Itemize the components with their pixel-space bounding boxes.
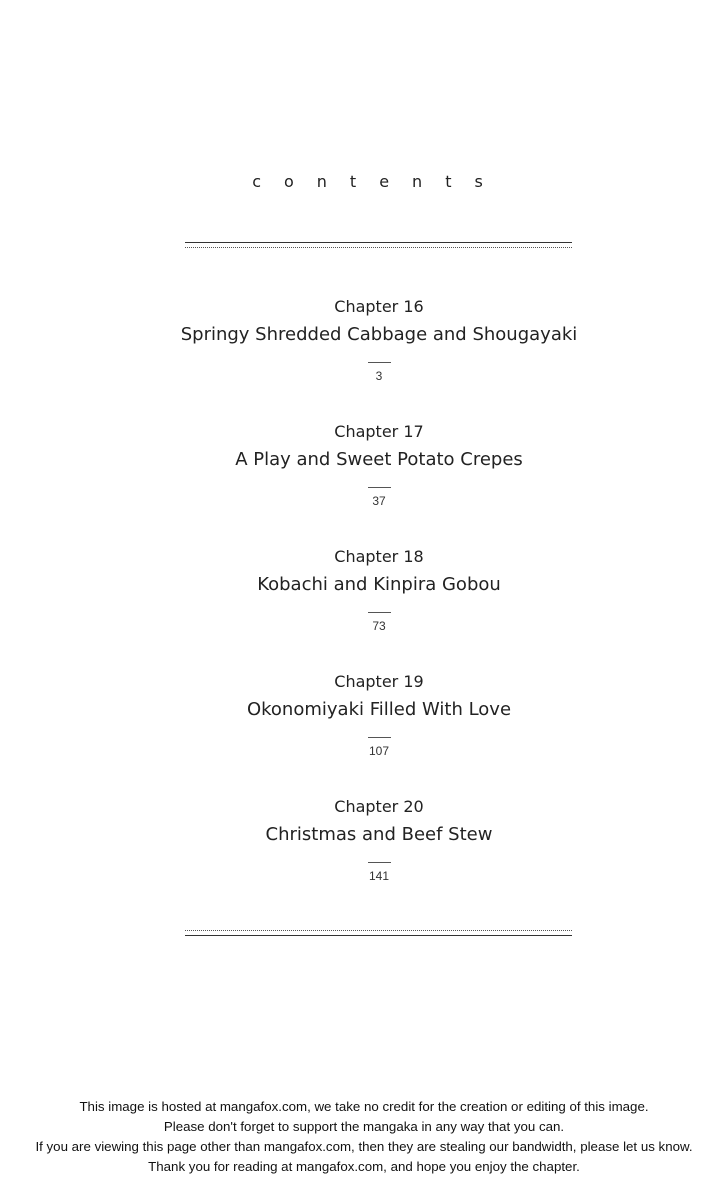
contents-heading: contents — [252, 172, 506, 191]
chapter-page-number: 37 — [372, 494, 386, 508]
chapter-page-number: 107 — [368, 744, 390, 758]
chapter-separator — [368, 862, 391, 863]
chapter-entry-19 — [0, 672, 728, 758]
chapter-separator — [368, 737, 391, 738]
chapter-number: Chapter 17 — [334, 422, 424, 441]
top-divider-solid-line — [185, 242, 572, 243]
chapter-number: Chapter 18 — [334, 547, 424, 566]
hosting-notice — [0, 1097, 728, 1177]
top-divider — [185, 242, 572, 248]
chapter-entry-20 — [0, 797, 728, 883]
bottom-divider-dotted-line — [185, 930, 572, 931]
chapter-number: Chapter 20 — [334, 797, 424, 816]
chapter-title: A Play and Sweet Potato Crepes — [235, 449, 523, 470]
chapter-entry-17 — [0, 422, 728, 508]
chapter-title: Kobachi and Kinpira Gobou — [257, 574, 501, 595]
top-divider-dotted-line — [185, 247, 572, 248]
chapter-number: Chapter 16 — [334, 297, 424, 316]
chapter-page-number: 141 — [368, 869, 390, 883]
chapter-entry-16 — [0, 297, 728, 383]
bottom-divider — [185, 930, 572, 936]
chapter-title: Christmas and Beef Stew — [265, 824, 493, 845]
chapter-page-number: 73 — [372, 619, 386, 633]
hosting-notice-line: This image is hosted at mangafox.com, we take no credit for the creation or editing of this image. — [79, 1099, 649, 1114]
chapter-entry-18 — [0, 547, 728, 633]
chapter-title: Okonomiyaki Filled With Love — [246, 699, 512, 720]
chapter-separator — [368, 612, 391, 613]
chapter-separator — [368, 362, 391, 363]
bottom-divider-solid-line — [185, 935, 572, 936]
chapter-title: Springy Shredded Cabbage and Shougayaki — [180, 324, 578, 345]
hosting-notice-line: Please don't forget to support the mangaka in any way that you can. — [163, 1119, 565, 1134]
hosting-notice-line: Thank you for reading at mangafox.com, and hope you enjoy the chapter. — [148, 1159, 580, 1174]
chapter-separator — [368, 487, 391, 488]
chapter-number: Chapter 19 — [334, 672, 424, 691]
hosting-notice-line: If you are viewing this page other than mangafox.com, then they are stealing our bandwidth, please let us know. — [35, 1139, 693, 1154]
chapter-page-number: 3 — [375, 369, 383, 383]
